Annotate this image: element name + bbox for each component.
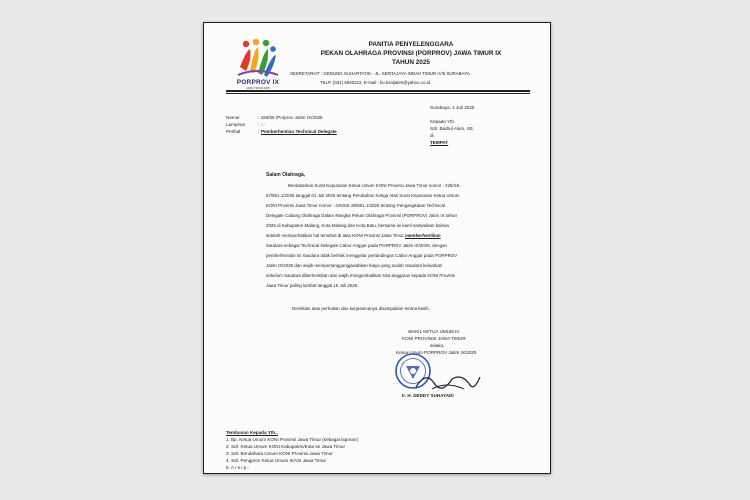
- perihal-colon: :: [258, 129, 260, 134]
- body-line-4: Delegate Cabang Olahraga Dalam Rangka Pekan Olahraga Provinsi (PORPROV) Jatim IX tahun: [266, 213, 457, 218]
- body-line-11: Jawa Timur paling lambat tanggal 15 Juli 2025.: [266, 283, 359, 288]
- secretariat-contact: TELP. (031) 5946222, E-mail : ku.konijatim@yahoo.co.id: [320, 80, 431, 85]
- logo-subcaption: JAWA TIMUR 2025: [246, 86, 270, 90]
- body-line-1: Berdasarkan Surat Keputusan Ketua Umum KONI Provinsi Jawa Timur nomor : 426/SK.: [288, 183, 461, 188]
- signer-role-1: WAKIL KETUA UMUM III: [408, 329, 459, 334]
- secretariat-address: SEKRETARIAT : GEDUNG SUHARTATIK - JL. KERTAJAYA INDAH TIMUR IV/5 SURABAYA,: [290, 71, 471, 76]
- body-line-9: Jatim IX/2025 dan wajib mempertanggungjawabkan biaya yang sudah Saudara keluarkan: [266, 263, 443, 268]
- recipient-place: TEMPAT: [430, 140, 449, 145]
- header-rule-thick: [226, 90, 530, 92]
- cc-item: 3. Sdr. Bendahara Umum KONI Provinsi Jawa Timur: [226, 451, 333, 456]
- body-line-2: 57/601.1/2025 tanggal 01 Juli 2025 tentang Perubahan Ketiga Atas Surat Keputusan Ketua Umum: [266, 193, 460, 198]
- signer-role-2: KONI PROVINSI JAWA TIMUR: [402, 336, 466, 341]
- lampiran-label: Lampiran: [226, 122, 246, 127]
- nomor-label: Nomor: [226, 115, 240, 120]
- signer-role-3: selaku,: [430, 343, 445, 348]
- body-line-7: Saudara sebagai Technical Delegate Cabor Anggar pada PORPROV Jatim IX/2025, dengan: [266, 243, 447, 248]
- signer-role-4: Ketua Umum PORPROV Jatim IX/2025: [396, 350, 477, 355]
- nomor-value: : 426/05 /Porprov Jatim IX/2025: [258, 115, 323, 120]
- cc-item: 2. Sdr. Ketua Umum KONI Kabupaten/Kota se Jawa Timur: [226, 444, 345, 449]
- body-line-6-text: setelah memperhatikan hal tersebut di atas KONI Provinsi Jawa Timur: [266, 233, 404, 238]
- logo-caption: PORPROV IX: [236, 79, 280, 86]
- signer-name: Ir. H. DEDDY SUHAYADI: [402, 393, 454, 398]
- header-rule-thin: [226, 93, 530, 94]
- cc-title: Tembusan Kepada Yth.:: [226, 430, 278, 435]
- cc-item: 1. Bp. Ketua Umum KONI Provinsi Jawa Timur (sebagai laporan): [226, 437, 358, 442]
- letterhead-line-2: PEKAN OLAHRAGA PROVINSI (PORPROV) JAWA TIMUR IX: [320, 50, 502, 57]
- recipient-name: Sdr. Badrul Alam, SE.: [430, 126, 475, 131]
- letterhead-line-3: TAHUN 2025: [392, 59, 430, 66]
- greeting: Salam Olahraga,: [266, 172, 306, 178]
- cc-item: 5. A r s i p.-: [226, 465, 249, 470]
- body-line-10: sebelum Saudara diberhentikan dan wajib mengembalikan sisa anggaran kepada KONI Provinsi: [266, 273, 456, 278]
- cc-item: 4. Sdr. Pengprov Ketua Umum IKASI Jawa Timur: [226, 458, 327, 463]
- place-date: Surabaya, 1 Juli 2025: [430, 105, 475, 110]
- recipient-to: Kepada Yth.: [430, 119, 456, 124]
- closing-line: Demikian atas perhatian dan kerjasamanya disampaikan terima kasih.: [292, 306, 430, 311]
- letter-page: [203, 22, 551, 474]
- body-line-6: [266, 233, 441, 238]
- handwritten-signature: [412, 369, 482, 395]
- body-line-3: KONI Provinsi Jawa Timur nomor : 426/SK.28/601.1/2025 tentang Pengangkatan Technical: [266, 203, 446, 208]
- perihal-value: Pemberhentian Technical Delegate: [261, 129, 337, 134]
- lampiran-value: : -,-: [258, 122, 265, 127]
- body-line-8: pemberhentian ini Saudara tidak berhak menggelar pertandingan Cabor Anggar pada PORPROV: [266, 253, 458, 258]
- perihal-label: Perihal: [226, 129, 241, 134]
- recipient-di: di: [430, 133, 434, 138]
- letterhead-line-1: PANITIA PENYELENGGARA: [368, 41, 454, 48]
- emphasis-term: memberhentikan: [405, 233, 441, 238]
- body-line-5: 2025 di Kabupaten Malang, Kota Malang dan Kota Batu, bersama ini kami sampaikan bahwa: [266, 223, 449, 228]
